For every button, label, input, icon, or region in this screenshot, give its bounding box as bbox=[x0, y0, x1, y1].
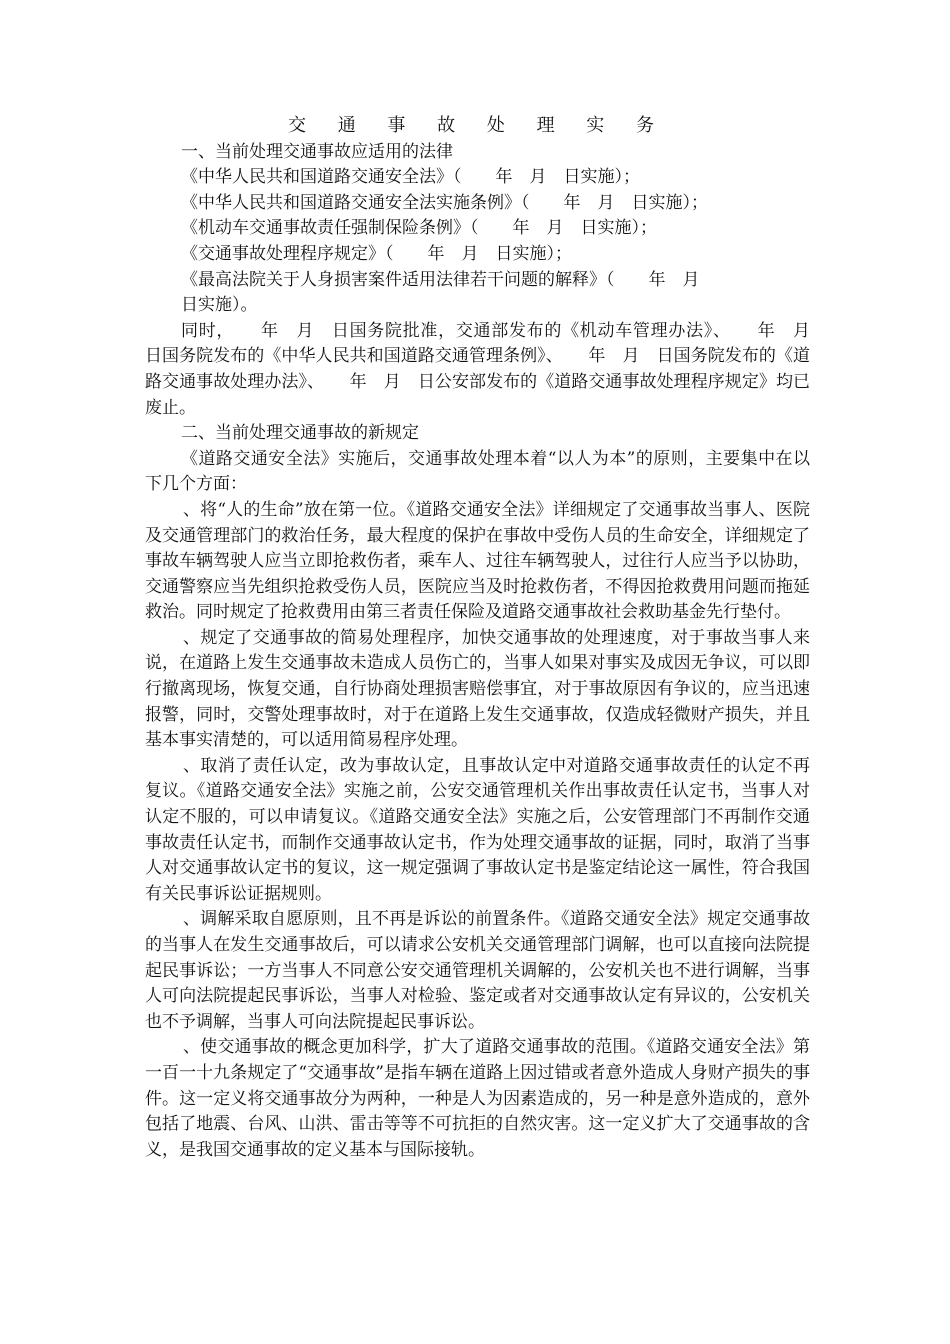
section-heading-laws: 一、当前处理交通事故应适用的法律 bbox=[181, 141, 453, 162]
intro-paragraph: 《道路交通安全法》实施后，交通事故处理本着“以人为本”的原则，主要集中在以下几个方面： bbox=[145, 448, 810, 495]
rule-paragraph: 、将“人的生命”放在第一位。《道路交通安全法》详细规定了交通事故当事人、医院及交通管理部门的救治任务，最大程度的保护在事故中受伤人员的生命安全，详细规定了事故车辆驾驶人应当立即抢救伤者，乘车人、过往车辆驾驶人，过往行人应当予以协助，交通警察应当先组织抢救受伤人员，医院应当及时抢救伤者，不得因抢救费用问题而拖延救治。同时规定了抢救费用由第三者责任保险及道路交通事故社会救助基金先行垫付。 bbox=[145, 499, 810, 623]
document-title: 交 通 事 故 处 理 实 务 bbox=[287, 115, 668, 136]
section-heading-new-rules: 二、当前处理交通事故的新规定 bbox=[181, 423, 419, 444]
rule-paragraph: 、规定了交通事故的简易处理程序，加快交通事故的处理速度，对于事故当事人来说，在道路上发生交通事故未造成人员伤亡的，当事人如果对事实及成因无争议，可以即行撤离现场，恢复交通，自行协商处理损害赔偿事宜，对于事故原因有争议的，应当迅速报警，同时，交警处理事故时，对于在道路上发生交通事故，仅造成轻微财产损失，并且基本事实清楚的，可以适用简易程序处理。 bbox=[145, 627, 810, 751]
rule-paragraph: 、调解采取自愿原则，且不再是诉讼的前置条件。《道路交通安全法》规定交通事故的当事人在发生交通事故后，可以请求公安机关交通管理部门调解，也可以直接向法院提起民事诉讼；一方当事人不同意公安交通管理机关调解的，公安机关也不进行调解，当事人可向法院提起民事诉讼，当事人对检验、鉴定或者对交通事故认定有异议的，公安机关也不予调解，当事人可向法院提起民事诉讼。 bbox=[145, 909, 810, 1032]
document-page bbox=[145, 113, 827, 1163]
law-item: 《中华人民共和国道路交通安全法实施条例》（ 年 月 日实施）； bbox=[181, 192, 708, 213]
abolished-paragraph: 同时， 年 月 日国务院批准，交通部发布的《机动车管理办法》、 年 月 日国务院发布的《中华人民共和国道路交通管理条例》、 年 月 日国务院发布的《道路交通事故处理办法》、 年 月 日公安部发布的《道路交通事故处理程序规定》均已废止。 bbox=[145, 320, 827, 418]
rule-paragraph: 、取消了责任认定，改为事故认定，且事故认定中对道路交通事故责任的认定不再复议。《道路交通安全法》实施之前，公安交通管理机关作出事故责任认定书，当事人对认定不服的，可以申请复议。《道路交通安全法》实施之后，公安管理部门不再制作交通事故责任认定书，而制作交通事故认定书，作为处理交通事故的证据，同时，取消了当事人对交通事故认定书的复议，这一规定强调了事故认定书是鉴定结论这一属性，符合我国有关民事诉讼证据规则。 bbox=[145, 755, 810, 904]
law-item: 《最高法院关于人身损害案件适用法律若干问题的解释》（ 年 月 bbox=[181, 269, 700, 290]
law-item-continuation: 日实施）。 bbox=[181, 295, 258, 316]
law-item: 《中华人民共和国道路交通安全法》（ 年 月 日实施）； bbox=[181, 167, 640, 188]
law-item: 《机动车交通事故责任强制保险条例》（ 年 月 日实施）； bbox=[181, 218, 657, 239]
rule-paragraph: 、使交通事故的概念更加科学，扩大了道路交通事故的范围。《道路交通安全法》第一百一十九条规定了“交通事故”是指车辆在道路上因过错或者意外造成人身财产损失的事件。这一定义将交通事故分为两种，一种是人为因素造成的，另一种是意外造成的，意外包括了地震、台风、山洪、雷击等等不可抗拒的自然灾害。这一定义扩大了交通事故的含义，是我国交通事故的定义基本与国际接轨。 bbox=[145, 1037, 810, 1160]
law-item: 《交通事故处理程序规定》（ 年 月 日实施）； bbox=[181, 243, 572, 264]
